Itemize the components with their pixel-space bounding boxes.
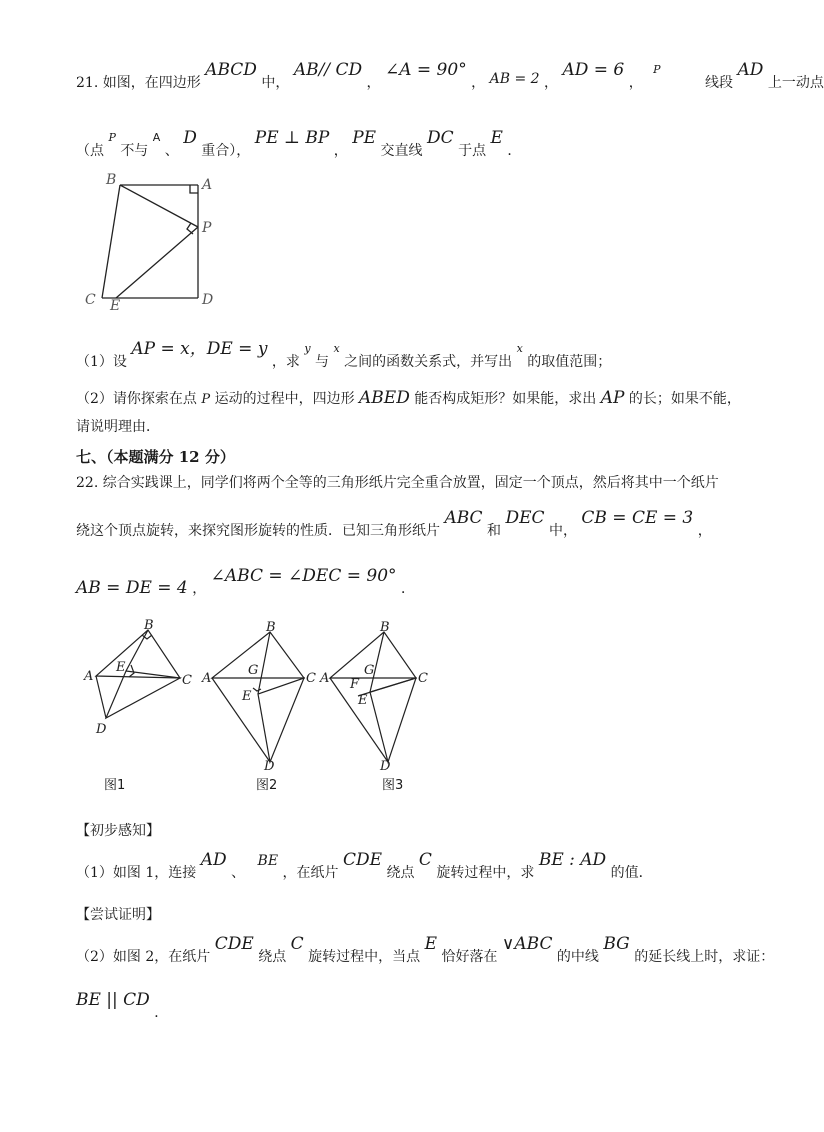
q22-figure-2: [200, 618, 320, 774]
q22-text: 的中线: [556, 949, 599, 965]
q22-text: 绕点: [386, 865, 415, 881]
triangle-dec: DEC: [505, 508, 545, 528]
median-bg: [370, 632, 384, 692]
paper-cde: CDE: [214, 934, 254, 954]
point-a: A: [152, 131, 161, 144]
comma: ，: [471, 75, 486, 91]
ab-length: AB = 2: [489, 71, 540, 87]
q22-text: 的延长线上时，求证：: [634, 949, 775, 965]
q21-text: 请说明理由．: [76, 419, 160, 435]
segment-pe: [116, 227, 198, 298]
q21-text: 中，: [261, 75, 290, 91]
point-p: P: [653, 63, 661, 76]
q21-figure: [80, 170, 230, 314]
ad-length: AD = 6: [562, 60, 625, 80]
segment-ad: AD: [737, 60, 764, 80]
perpendicular-condition: PE ⊥ BP: [254, 128, 330, 148]
quad-abcd: ABCD: [205, 60, 257, 80]
label-e: E: [358, 693, 368, 708]
q21-text: ，求: [271, 354, 300, 370]
line-dc: DC: [427, 128, 454, 148]
label-c: C: [85, 292, 96, 308]
perception-heading: [76, 820, 160, 840]
period: ．: [154, 1005, 169, 1021]
q22-text: 中，: [548, 523, 577, 539]
q21-text: 重合），: [201, 143, 251, 159]
label-p: P: [202, 220, 212, 236]
segment-ad: [96, 676, 106, 718]
label-c: C: [418, 671, 428, 686]
caption-figure-1: 图1: [104, 778, 126, 793]
label-b: B: [106, 172, 117, 188]
point-e: E: [424, 934, 438, 954]
q21-text: 与: [315, 354, 330, 370]
angle-condition: ∠ABC = ∠DEC = 90°: [210, 566, 397, 586]
var-x: x: [516, 342, 523, 355]
angle-condition: ∠A = 90°: [384, 60, 467, 80]
median-bg-extended: [258, 632, 270, 694]
q22-part-1: [76, 850, 653, 882]
q22-text: 的值．: [610, 865, 653, 881]
q22-text: 和: [487, 523, 501, 539]
right-angle-e: [253, 688, 261, 691]
line-pe: PE: [352, 128, 377, 148]
q21-text: 交直线: [380, 143, 423, 159]
q22-text: 旋转过程中，求: [436, 865, 535, 881]
parallel-condition: AB// CD: [293, 60, 363, 80]
triangle-abc: ABC: [444, 508, 483, 528]
q22-line-2: [76, 508, 712, 540]
label-a: A: [320, 671, 330, 686]
label-c: C: [182, 673, 192, 688]
label-b: B: [266, 620, 276, 635]
label-d: D: [264, 759, 275, 774]
q22-text: （2）如图 2，在纸片: [76, 949, 211, 965]
q22-text: 绕这个顶点旋转，来探究图形旋转的性质．已知三角形纸片: [76, 523, 440, 539]
comma: ，: [192, 581, 207, 597]
period: ．: [507, 143, 522, 159]
right-angle-a: [190, 185, 198, 193]
q21-text: 线段: [705, 75, 733, 91]
label-g: G: [364, 663, 375, 678]
label-f: F: [350, 677, 360, 692]
q21-text: 运动的过程中，四边形: [214, 391, 355, 407]
proof-heading: [76, 904, 160, 924]
segment-cb: [102, 185, 120, 298]
q21-text: （点: [76, 143, 104, 159]
triangle-dec: [258, 678, 304, 762]
q21-line-2: [76, 128, 522, 160]
q22-text: 旋转过程中，当点: [308, 949, 421, 965]
caption-figure-3: 图3: [382, 778, 404, 793]
point-p: P: [108, 131, 116, 144]
q22-text: 、: [231, 865, 246, 881]
label-e: E: [116, 660, 126, 675]
heading-text: 【初步感知】: [76, 823, 160, 839]
comma: ，: [628, 75, 643, 91]
q21-text: （2）请你探索在点: [76, 391, 197, 407]
variable-definition: AP = x，DE = y: [131, 339, 268, 359]
period: ．: [400, 581, 415, 597]
q21-text: 之间的函数关系式，并写出: [344, 354, 513, 370]
q22-part-2: [76, 934, 775, 966]
ab-de-condition: AB = DE = 4: [76, 578, 188, 598]
q21-text: 于点: [458, 143, 487, 159]
label-e: E: [242, 689, 252, 704]
q21-text: 能否构成矩形？如果能，求出: [414, 391, 597, 407]
heading-text: 【尝试证明】: [76, 907, 160, 923]
q21-text: 的取值范围；: [527, 354, 612, 370]
label-b: B: [380, 620, 390, 635]
label-a: A: [84, 669, 94, 684]
q22-figure-1: [82, 618, 202, 748]
paper-cde: CDE: [342, 850, 383, 870]
label-d: D: [96, 722, 107, 737]
q21-text: 的长；如果不能，: [628, 391, 741, 407]
q21-text: 不与: [120, 143, 149, 159]
triangle-abc: [96, 630, 180, 678]
q22-conclusion: [76, 990, 169, 1021]
label-g: G: [248, 663, 259, 678]
segment-be: [126, 630, 148, 671]
q22-text: 恰好落在: [441, 949, 498, 965]
q21-text: 、: [164, 143, 179, 159]
q21-text: 上一动点: [767, 75, 824, 91]
label-d: D: [380, 759, 391, 774]
q21-number: 21.: [76, 75, 99, 91]
median-bg: BG: [603, 934, 630, 954]
q21-part-1: [76, 339, 612, 371]
q22-line-3: [76, 566, 415, 598]
segment-ap: AP: [600, 388, 625, 408]
q22-text: （1）如图 1，连接: [76, 865, 197, 881]
comma: ，: [366, 75, 381, 91]
ratio-be-ad: BE : AD: [538, 850, 607, 870]
segment-bp: [120, 185, 198, 227]
q21-line-1: [76, 60, 824, 92]
q21-part-2: [76, 388, 741, 408]
point-p: P: [201, 392, 211, 407]
label-a: A: [202, 671, 212, 686]
segment-ad: [212, 678, 270, 762]
triangle-abc: ∨ABC: [501, 934, 553, 954]
cb-ce-condition: CB = CE = 3: [581, 508, 694, 528]
label-e: E: [110, 298, 121, 314]
q21-part-2-cont: [76, 416, 160, 436]
q22-text: 22. 综合实践课上，同学们将两个全等的三角形纸片完全重合放置，固定一个顶点，然后将其中一个纸片: [76, 475, 719, 491]
q22-text: 绕点: [258, 949, 287, 965]
q21-text: 如图，在四边形: [102, 75, 201, 91]
label-a: A: [202, 177, 213, 193]
section-heading: 七、（本题满分 12 分）: [76, 448, 235, 466]
label-c: C: [306, 671, 316, 686]
q22-figure-3: [318, 618, 438, 774]
segment-be: BE: [257, 853, 279, 869]
point-c: C: [418, 850, 432, 870]
q22-line-1: [76, 472, 719, 492]
segment-ad: AD: [200, 850, 227, 870]
q22-text: ，在纸片: [282, 865, 339, 881]
var-y: y: [304, 342, 311, 355]
caption-figure-2: 图2: [256, 778, 278, 793]
quad-abed: ABED: [359, 388, 410, 408]
q21-text: （1）设: [76, 354, 127, 370]
var-x: x: [333, 342, 340, 355]
parallel-be-cd: BE || CD: [76, 990, 150, 1010]
point-d: D: [183, 128, 197, 148]
comma: ，: [544, 75, 558, 91]
label-b: B: [144, 618, 154, 633]
label-d: D: [202, 292, 214, 308]
comma: ，: [697, 523, 712, 539]
point-c: C: [290, 934, 304, 954]
point-e: E: [490, 128, 503, 148]
comma: ，: [333, 143, 348, 159]
